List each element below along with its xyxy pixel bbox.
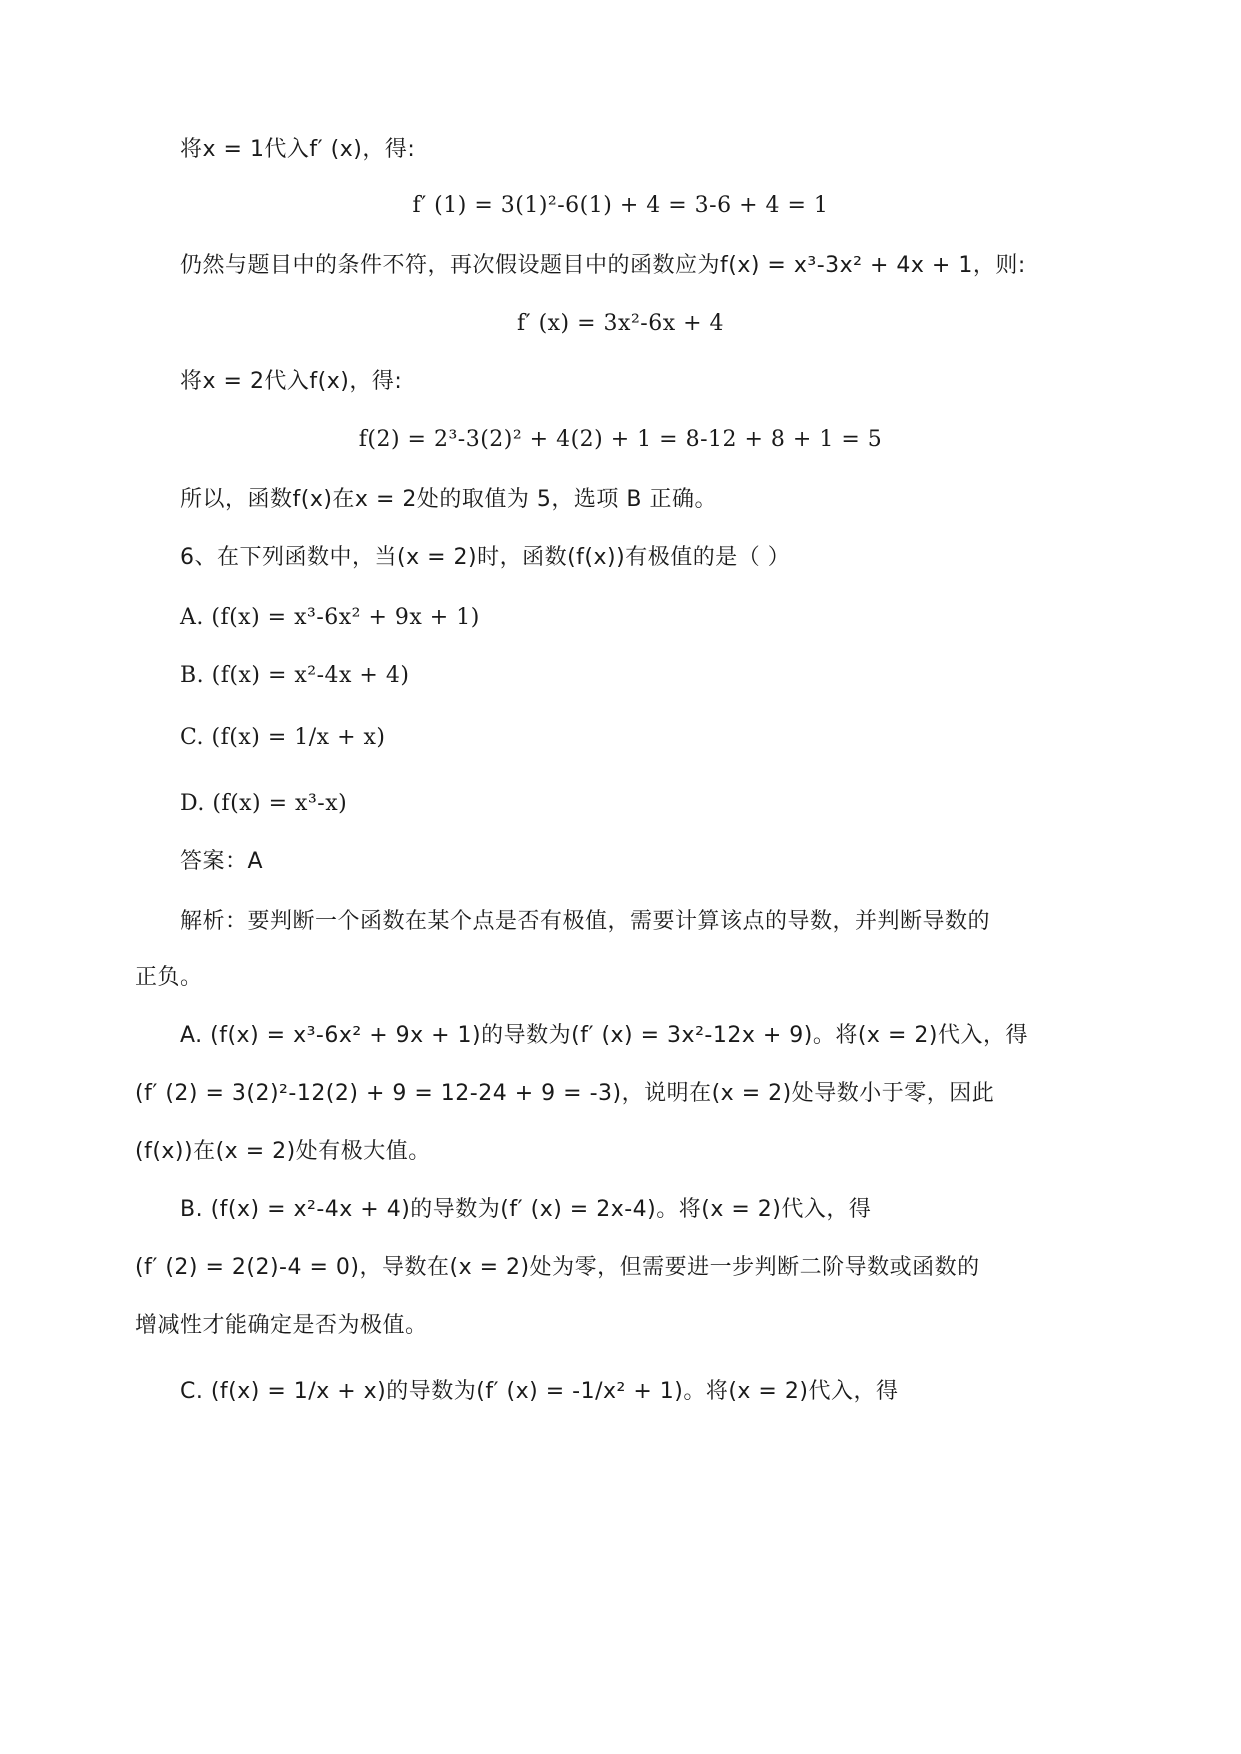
equation-line: f′ (x) = 3x²-6x + 4 [516,311,725,336]
option-b: B. (f(x) = x²-4x + 4) [180,663,410,688]
option-a: A. (f(x) = x³-6x² + 9x + 1) [180,605,480,630]
option-d: D. (f(x) = x³-x) [180,791,348,816]
equation-line: f(2) = 2³-3(2)² + 4(2) + 1 = 8-12 + 8 + 1 = 5 [358,427,883,452]
text-line: (f′ (2) = 3(2)²-12(2) + 9 = 12-24 + 9 = -3)，说明在(x = 2)处导数小于零，因此 [135,1081,995,1106]
answer-line: 答案：A [180,849,264,874]
question-line: 6、在下列函数中，当(x = 2)时，函数(f(x))有极值的是（ ） [180,545,791,570]
text-line: 增减性才能确定是否为极值。 [135,1313,428,1338]
analysis-line: 解析：要判断一个函数在某个点是否有极值，需要计算该点的导数，并判断导数的 [180,909,991,934]
text-line: C. (f(x) = 1/x + x)的导数为(f′ (x) = -1/x² + 1)。将(x = 2)代入，得 [180,1379,899,1404]
text-line: 将x = 1代入f′ (x)，得: [180,137,416,162]
option-c: C. (f(x) = 1/x + x) [180,725,386,750]
text-line: 所以，函数f(x)在x = 2处的取值为 5，选项 B 正确。 [180,487,717,512]
text-line: B. (f(x) = x²-4x + 4)的导数为(f′ (x) = 2x-4)。将(x = 2)代入，得 [180,1197,872,1222]
text-line: A. (f(x) = x³-6x² + 9x + 1)的导数为(f′ (x) = 3x²-12x + 9)。将(x = 2)代入，得 [180,1023,1028,1048]
text-line: (f(x))在(x = 2)处有极大值。 [135,1139,431,1164]
text-line: 正负。 [135,965,203,990]
equation-line: f′ (1) = 3(1)²-6(1) + 4 = 3-6 + 4 = 1 [412,193,829,218]
text-line: 将x = 2代入f(x)，得: [180,369,403,394]
text-line: 仍然与题目中的条件不符，再次假设题目中的函数应为f(x) = x³-3x² + 4x + 1，则: [180,253,1026,278]
text-line: (f′ (2) = 2(2)-4 = 0)，导数在(x = 2)处为零，但需要进一步判断二阶导数或函数的 [135,1255,980,1280]
